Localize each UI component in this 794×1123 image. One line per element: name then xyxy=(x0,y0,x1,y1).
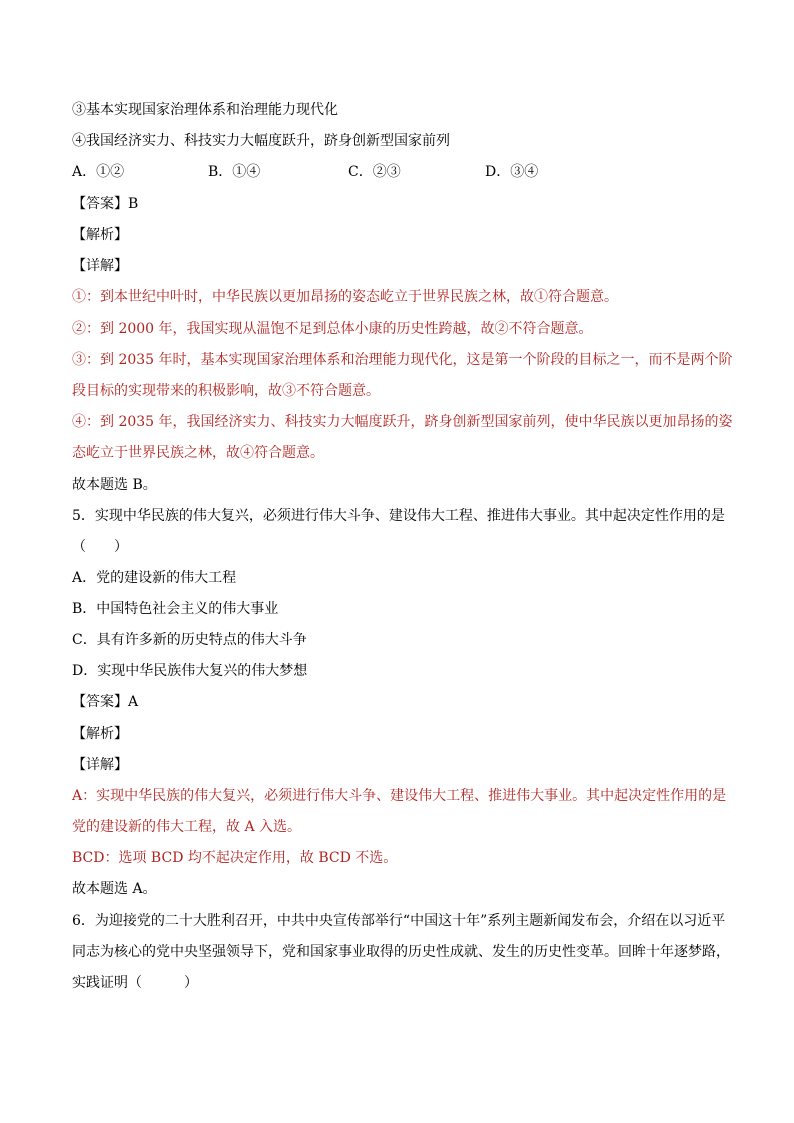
q5-detail-label: 【详解】 xyxy=(72,757,128,773)
q5-answer: 【答案】A xyxy=(72,694,139,710)
q4-option-a: A．①② xyxy=(72,164,125,180)
q4-detail-line: ④：到 2035 年，我国经济实力、科技实力大幅度跃升，跻身创新型国家前列，使中华民族以更加昂扬的姿 xyxy=(72,414,733,430)
q4-option-c: C．②③ xyxy=(348,164,401,180)
q4-detail-line: ①：到本世纪中叶时，中华民族以更加昂扬的姿态屹立于世界民族之林，故①符合题意。 xyxy=(72,289,618,305)
q4-item-4: ④我国经济实力、科技实力大幅度跃升，跻身创新型国家前列 xyxy=(72,133,450,149)
q4-option-b: B．①④ xyxy=(208,164,261,180)
q4-item-3: ③基本实现国家治理体系和治理能力现代化 xyxy=(72,102,338,118)
q6-stem-blank: 实践证明（ ） xyxy=(72,975,198,991)
q4-detail-line: ③：到 2035 年时，基本实现国家治理体系和治理能力现代化，这是第一个阶段的目标之一，而不是两个阶 xyxy=(72,352,733,368)
q5-option-a: A．党的建设新的伟大工程 xyxy=(72,570,237,586)
q5-option-b: B．中国特色社会主义的伟大事业 xyxy=(72,601,279,617)
q5-detail-line: A：实现中华民族的伟大复兴，必须进行伟大斗争、建设伟大工程、推进伟大事业。其中起决定性作用的是 xyxy=(72,788,727,804)
q4-conclusion: 故本题选 B。 xyxy=(72,477,157,493)
q5-detail-line: BCD：选项 BCD 均不起决定作用，故 BCD 不选。 xyxy=(72,850,398,866)
q6-stem: 同志为核心的党中央坚强领导下，党和国家事业取得的历史性成就、发生的历史性变革。回眸十年逐梦路， xyxy=(72,944,730,960)
q5-option-c: C．具有许多新的历史特点的伟大斗争 xyxy=(72,632,307,648)
q4-option-d: D．③④ xyxy=(485,164,539,180)
q4-detail-line: 态屹立于世界民族之林，故④符合题意。 xyxy=(72,445,324,461)
q5-option-d: D．实现中华民族伟大复兴的伟大梦想 xyxy=(72,663,308,679)
q4-detail-label: 【详解】 xyxy=(72,258,128,274)
q4-answer: 【答案】B xyxy=(72,196,139,212)
q6-stem: 6．为迎接党的二十大胜利召开，中共中央宣传部举行“中国这十年”系列主题新闻发布会，介绍在以习近平 xyxy=(72,913,726,929)
q5-conclusion: 故本题选 A。 xyxy=(72,881,157,897)
q4-analysis-label: 【解析】 xyxy=(72,227,128,243)
q5-stem-blank: （ ） xyxy=(72,539,128,555)
q4-detail-line: ②：到 2000 年，我国实现从温饱不足到总体小康的历史性跨越，故②不符合题意。 xyxy=(72,321,593,337)
q5-stem: 5．实现中华民族的伟大复兴，必须进行伟大斗争、建设伟大工程、推进伟大事业。其中起决定性作用的是 xyxy=(72,508,725,524)
q5-analysis-label: 【解析】 xyxy=(72,726,128,742)
q4-detail-line: 段目标的实现带来的积极影响，故③不符合题意。 xyxy=(72,383,380,399)
q5-detail-line: 党的建设新的伟大工程，故 A 入选。 xyxy=(72,819,302,835)
